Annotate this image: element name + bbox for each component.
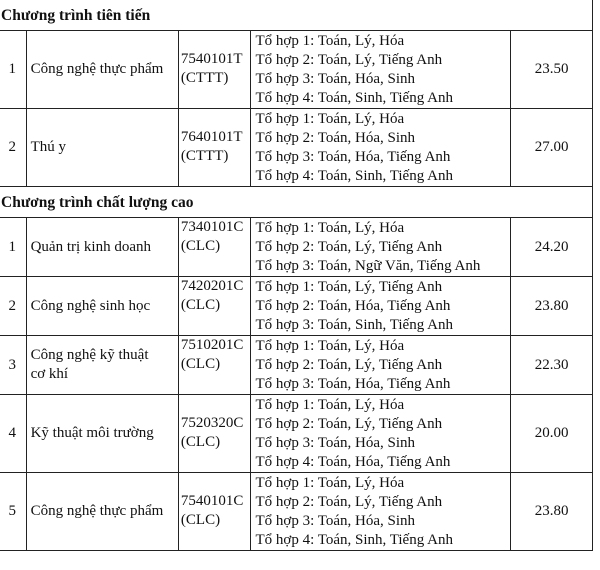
program-name	[26, 31, 178, 109]
section-title: Chương trình chất lượng cao	[0, 187, 593, 218]
program-code	[178, 277, 251, 336]
program-code	[178, 395, 251, 473]
program-code-line: 7540101C	[180, 493, 244, 509]
program-name	[26, 277, 178, 336]
combination-line: Tổ hợp 2: Toán, Lý, Tiếng Anh	[255, 415, 443, 432]
program-name-line: Thú y	[30, 139, 67, 155]
program-name	[26, 218, 178, 277]
admission-score: 20.00	[511, 395, 593, 473]
program-code-line: (CTTT)	[180, 70, 229, 86]
table-row	[0, 277, 593, 336]
row-number: 4	[0, 395, 26, 473]
program-code-line: 7520320C	[180, 415, 244, 431]
combination-line: Tổ hợp 2: Toán, Lý, Tiếng Anh	[255, 51, 443, 68]
combination-line: Tổ hợp 2: Toán, Lý, Tiếng Anh	[255, 493, 443, 510]
program-code-line: 7540101T	[180, 51, 243, 67]
admission-score: 23.50	[511, 31, 593, 109]
subject-combinations	[251, 395, 511, 473]
section-title: Chương trình tiên tiến	[0, 0, 593, 31]
table-row	[0, 336, 593, 395]
row-number: 3	[0, 336, 26, 395]
program-name-line: Công nghệ thực phẩm	[30, 61, 164, 77]
combination-line: Tổ hợp 2: Toán, Lý, Tiếng Anh	[255, 356, 443, 373]
program-code	[178, 218, 251, 277]
admission-score: 23.80	[511, 473, 593, 551]
table-row	[0, 218, 593, 277]
table-row	[0, 31, 593, 109]
program-code-line: (CLC)	[180, 512, 221, 528]
table-row	[0, 109, 593, 187]
program-name-line: cơ khí	[30, 366, 69, 382]
row-number: 1	[0, 31, 26, 109]
program-code-line: 7420201C	[180, 278, 244, 294]
subject-combinations	[251, 473, 511, 551]
combination-line: Tổ hợp 1: Toán, Lý, Hóa	[255, 337, 405, 354]
row-number: 1	[0, 218, 26, 277]
program-name-line: Quản trị kinh doanh	[30, 238, 151, 255]
program-name-line: Công nghệ kỹ thuật	[30, 347, 149, 363]
combination-line: Tổ hợp 2: Toán, Lý, Tiếng Anh	[255, 238, 443, 255]
program-name	[26, 336, 178, 395]
combination-line: Tổ hợp 1: Toán, Lý, Hóa	[255, 396, 405, 413]
admission-score: 24.20	[511, 218, 593, 277]
combination-line: Tổ hợp 1: Toán, Lý, Tiếng Anh	[255, 278, 443, 295]
combination-line: Tổ hợp 3: Toán, Hóa, Sinh	[255, 434, 415, 451]
program-code-line: 7640101T	[180, 129, 243, 145]
admission-score: 23.80	[511, 277, 593, 336]
combination-line: Tổ hợp 3: Toán, Ngữ Văn, Tiếng Anh	[255, 257, 481, 274]
combination-line: Tổ hợp 1: Toán, Lý, Hóa	[255, 474, 405, 491]
section-header-row	[0, 0, 593, 31]
row-number: 5	[0, 473, 26, 551]
subject-combinations	[251, 109, 511, 187]
combination-line: Tổ hợp 2: Toán, Hóa, Tiếng Anh	[255, 297, 451, 314]
subject-combinations	[251, 31, 511, 109]
combination-line: Tổ hợp 3: Toán, Hóa, Sinh	[255, 70, 415, 87]
subject-combinations	[251, 336, 511, 395]
program-name	[26, 109, 178, 187]
combination-line: Tổ hợp 3: Toán, Hóa, Sinh	[255, 512, 415, 529]
program-name	[26, 395, 178, 473]
program-code-line: 7510201C	[180, 337, 244, 353]
program-code-line: 7340101C	[180, 219, 244, 235]
table-row	[0, 395, 593, 473]
table-row	[0, 473, 593, 551]
combination-line: Tổ hợp 3: Toán, Hóa, Tiếng Anh	[255, 148, 451, 165]
row-number: 2	[0, 277, 26, 336]
program-code	[178, 109, 251, 187]
combination-line: Tổ hợp 3: Toán, Hóa, Tiếng Anh	[255, 375, 451, 392]
subject-combinations	[251, 218, 511, 277]
combination-line: Tổ hợp 2: Toán, Hóa, Sinh	[255, 129, 415, 146]
program-code	[178, 31, 251, 109]
program-name-line: Kỹ thuật môi trường	[30, 425, 154, 441]
program-name-line: Công nghệ thực phẩm	[30, 503, 164, 519]
combination-line: Tổ hợp 1: Toán, Lý, Hóa	[255, 32, 405, 49]
program-code-line: (CTTT)	[180, 148, 229, 164]
combination-line: Tổ hợp 1: Toán, Lý, Hóa	[255, 219, 405, 236]
program-code	[178, 473, 251, 551]
program-code-line: (CLC)	[180, 356, 221, 372]
row-number: 2	[0, 109, 26, 187]
program-code-line: (CLC)	[180, 238, 221, 254]
combination-line: Tổ hợp 4: Toán, Sinh, Tiếng Anh	[255, 167, 453, 184]
program-code	[178, 336, 251, 395]
program-name-line: Công nghệ sinh học	[30, 297, 151, 314]
program-code-line: (CLC)	[180, 297, 221, 313]
subject-combinations	[251, 277, 511, 336]
program-name	[26, 473, 178, 551]
combination-line: Tổ hợp 4: Toán, Hóa, Tiếng Anh	[255, 453, 451, 470]
combination-line: Tổ hợp 4: Toán, Sinh, Tiếng Anh	[255, 89, 453, 106]
combination-line: Tổ hợp 1: Toán, Lý, Hóa	[255, 110, 405, 127]
combination-line: Tổ hợp 3: Toán, Sinh, Tiếng Anh	[255, 316, 453, 333]
combination-line: Tổ hợp 4: Toán, Sinh, Tiếng Anh	[255, 531, 453, 548]
admission-score: 22.30	[511, 336, 593, 395]
section-header-row	[0, 187, 593, 218]
admission-score: 27.00	[511, 109, 593, 187]
program-code-line: (CLC)	[180, 434, 221, 450]
